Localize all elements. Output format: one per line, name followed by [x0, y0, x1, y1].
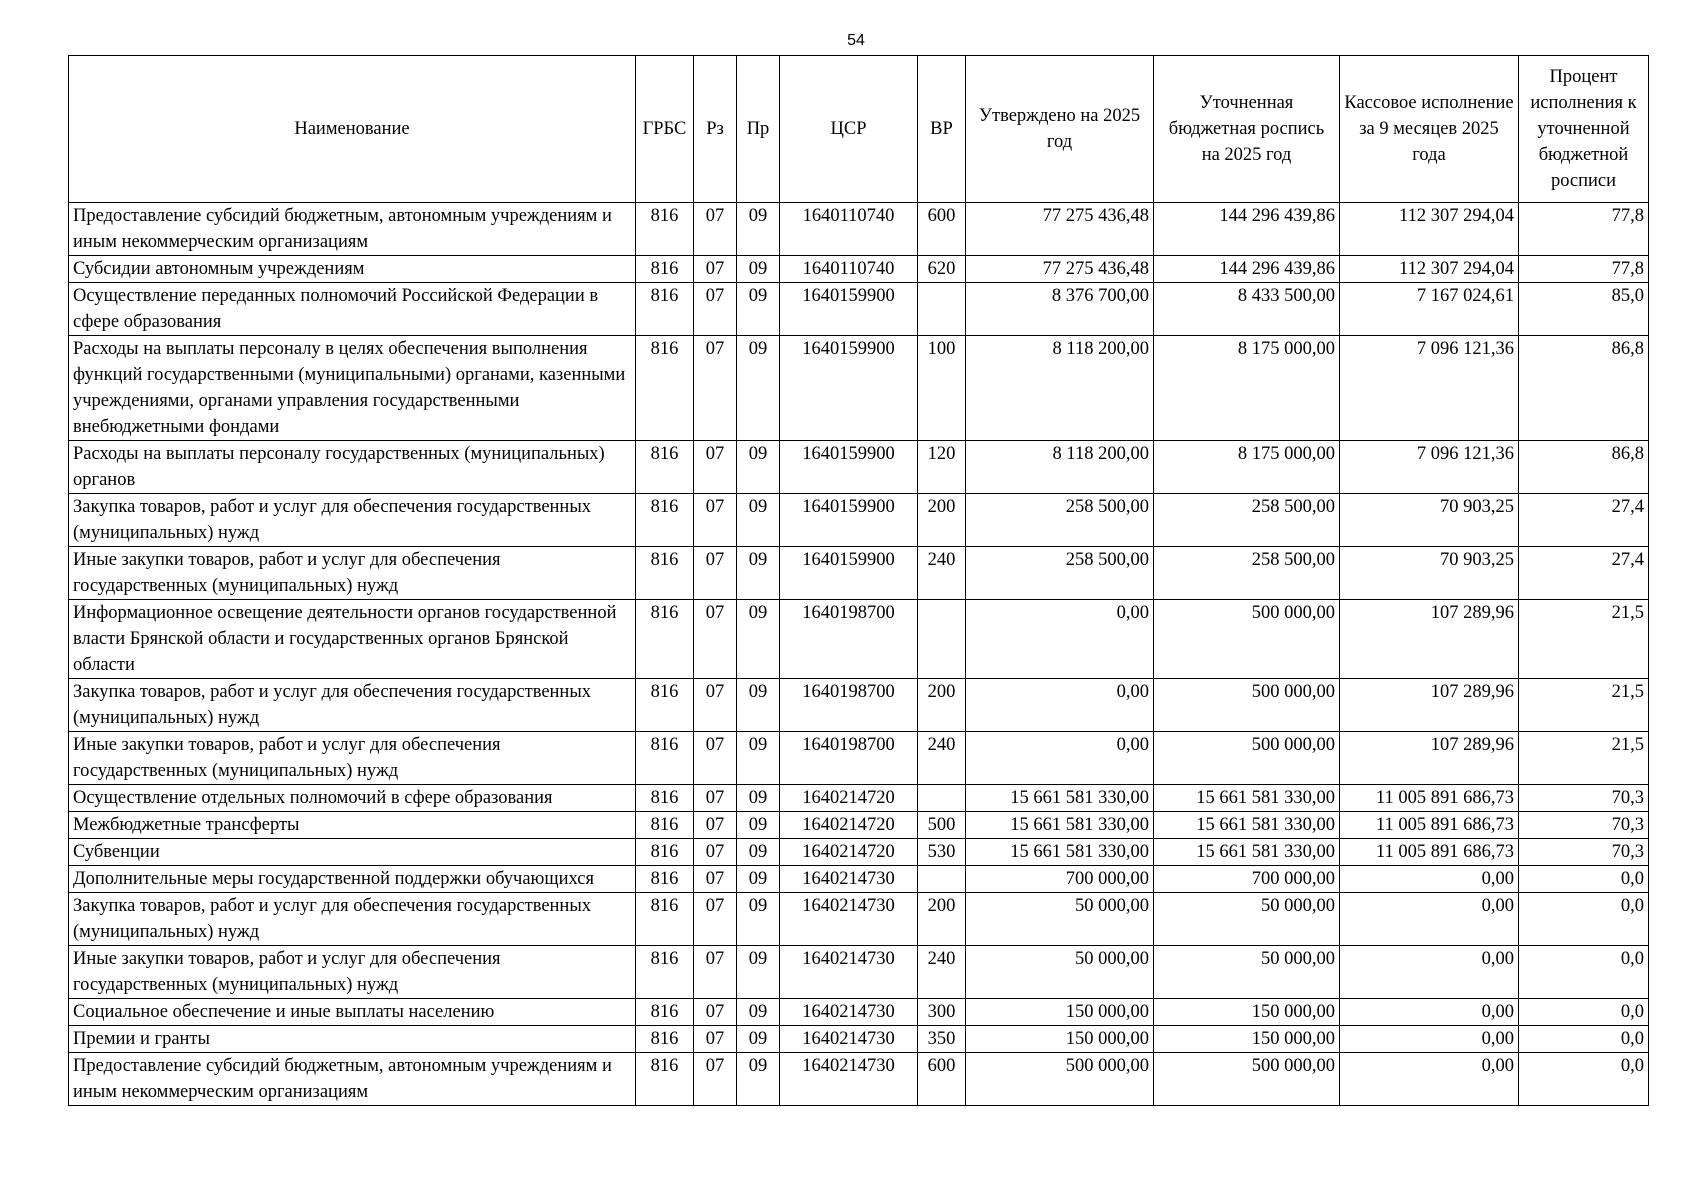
cell-cash: 107 289,96: [1340, 600, 1519, 679]
cell-name: Субвенции: [69, 839, 636, 866]
cell-percent: 0,0: [1519, 1026, 1649, 1053]
table-row: [69, 732, 1649, 785]
cell-cash: 0,00: [1340, 1053, 1519, 1106]
cell-percent: 77,8: [1519, 203, 1649, 256]
cell-csr: 1640110740: [780, 256, 918, 283]
cell-name: Расходы на выплаты персоналу государственных (муниципальных) органов: [69, 441, 636, 494]
cell-name: Социальное обеспечение и иные выплаты населению: [69, 999, 636, 1026]
cell-rz: 07: [694, 203, 737, 256]
header-vr: ВР: [918, 56, 966, 203]
cell-grbs: 816: [636, 1026, 694, 1053]
cell-approved: 15 661 581 330,00: [966, 812, 1154, 839]
cell-percent: 85,0: [1519, 283, 1649, 336]
cell-percent: 21,5: [1519, 679, 1649, 732]
cell-rz: 07: [694, 866, 737, 893]
cell-percent: 27,4: [1519, 494, 1649, 547]
table-row: [69, 547, 1649, 600]
cell-refined: 150 000,00: [1154, 1026, 1340, 1053]
cell-csr: 1640214730: [780, 946, 918, 999]
cell-rz: 07: [694, 785, 737, 812]
cell-cash: 70 903,25: [1340, 547, 1519, 600]
cell-vr: 600: [918, 1053, 966, 1106]
cell-cash: 11 005 891 686,73: [1340, 785, 1519, 812]
cell-cash: 7 096 121,36: [1340, 336, 1519, 441]
cell-vr: 600: [918, 203, 966, 256]
cell-rz: 07: [694, 494, 737, 547]
cell-csr: 1640214730: [780, 866, 918, 893]
cell-percent: 21,5: [1519, 600, 1649, 679]
cell-grbs: 816: [636, 732, 694, 785]
cell-cash: 0,00: [1340, 946, 1519, 999]
cell-refined: 8 175 000,00: [1154, 441, 1340, 494]
cell-cash: 11 005 891 686,73: [1340, 839, 1519, 866]
cell-name: Закупка товаров, работ и услуг для обеспечения государственных (муниципальных) нужд: [69, 893, 636, 946]
cell-vr: [918, 600, 966, 679]
header-name: Наименование: [69, 56, 636, 203]
cell-csr: 1640110740: [780, 203, 918, 256]
cell-vr: 350: [918, 1026, 966, 1053]
cell-approved: 50 000,00: [966, 946, 1154, 999]
cell-grbs: 816: [636, 812, 694, 839]
cell-pr: 09: [737, 839, 780, 866]
header-grbs: ГРБС: [636, 56, 694, 203]
cell-csr: 1640214720: [780, 839, 918, 866]
header-csr: ЦСР: [780, 56, 918, 203]
cell-name: Расходы на выплаты персоналу в целях обеспечения выполнения функций государственными (муниципальными) органами, казенными учреждениями, органами управления государственными внебюджетными фондами: [69, 336, 636, 441]
cell-grbs: 816: [636, 893, 694, 946]
cell-rz: 07: [694, 256, 737, 283]
cell-grbs: 816: [636, 679, 694, 732]
cell-grbs: 816: [636, 256, 694, 283]
table-row: [69, 946, 1649, 999]
header-rz: Рз: [694, 56, 737, 203]
header-percent: Процент исполнения к уточненной бюджетной росписи: [1519, 56, 1649, 203]
table-row: [69, 893, 1649, 946]
cell-approved: 0,00: [966, 732, 1154, 785]
cell-vr: 300: [918, 999, 966, 1026]
cell-pr: 09: [737, 547, 780, 600]
cell-cash: 0,00: [1340, 866, 1519, 893]
cell-csr: 1640159900: [780, 336, 918, 441]
cell-percent: 0,0: [1519, 866, 1649, 893]
cell-csr: 1640198700: [780, 679, 918, 732]
cell-vr: 240: [918, 547, 966, 600]
cell-vr: [918, 283, 966, 336]
cell-percent: 70,3: [1519, 812, 1649, 839]
cell-grbs: 816: [636, 441, 694, 494]
cell-refined: 50 000,00: [1154, 893, 1340, 946]
budget-execution-table: [68, 55, 1649, 1106]
cell-name: Осуществление отдельных полномочий в сфере образования: [69, 785, 636, 812]
cell-grbs: 816: [636, 203, 694, 256]
cell-grbs: 816: [636, 283, 694, 336]
cell-approved: 50 000,00: [966, 893, 1154, 946]
cell-vr: 240: [918, 946, 966, 999]
cell-approved: 77 275 436,48: [966, 256, 1154, 283]
cell-refined: 8 433 500,00: [1154, 283, 1340, 336]
cell-percent: 86,8: [1519, 441, 1649, 494]
cell-approved: 150 000,00: [966, 999, 1154, 1026]
cell-name: Субсидии автономным учреждениям: [69, 256, 636, 283]
cell-refined: 15 661 581 330,00: [1154, 785, 1340, 812]
cell-rz: 07: [694, 679, 737, 732]
cell-vr: 200: [918, 494, 966, 547]
cell-approved: 8 118 200,00: [966, 336, 1154, 441]
cell-rz: 07: [694, 600, 737, 679]
cell-approved: 258 500,00: [966, 547, 1154, 600]
cell-pr: 09: [737, 946, 780, 999]
cell-refined: 500 000,00: [1154, 1053, 1340, 1106]
cell-csr: 1640214720: [780, 785, 918, 812]
cell-percent: 0,0: [1519, 1053, 1649, 1106]
cell-rz: 07: [694, 999, 737, 1026]
header-refined: Уточненная бюджетная роспись на 2025 год: [1154, 56, 1340, 203]
table-row: [69, 785, 1649, 812]
cell-csr: 1640159900: [780, 494, 918, 547]
cell-refined: 258 500,00: [1154, 547, 1340, 600]
cell-rz: 07: [694, 336, 737, 441]
cell-name: Закупка товаров, работ и услуг для обеспечения государственных (муниципальных) нужд: [69, 494, 636, 547]
cell-pr: 09: [737, 256, 780, 283]
cell-vr: 240: [918, 732, 966, 785]
cell-percent: 86,8: [1519, 336, 1649, 441]
cell-name: Премии и гранты: [69, 1026, 636, 1053]
table-row: [69, 866, 1649, 893]
cell-rz: 07: [694, 1053, 737, 1106]
table-row: [69, 839, 1649, 866]
cell-vr: 200: [918, 679, 966, 732]
cell-refined: 15 661 581 330,00: [1154, 812, 1340, 839]
cell-name: Информационное освещение деятельности органов государственной власти Брянской области и государственных органов Брянской области: [69, 600, 636, 679]
cell-rz: 07: [694, 946, 737, 999]
cell-pr: 09: [737, 441, 780, 494]
cell-pr: 09: [737, 1026, 780, 1053]
table-row: [69, 600, 1649, 679]
table-row: [69, 283, 1649, 336]
cell-pr: 09: [737, 785, 780, 812]
cell-vr: [918, 785, 966, 812]
cell-grbs: 816: [636, 494, 694, 547]
cell-grbs: 816: [636, 600, 694, 679]
cell-grbs: 816: [636, 547, 694, 600]
cell-cash: 7 167 024,61: [1340, 283, 1519, 336]
cell-grbs: 816: [636, 839, 694, 866]
cell-pr: 09: [737, 812, 780, 839]
cell-cash: 107 289,96: [1340, 679, 1519, 732]
cell-rz: 07: [694, 441, 737, 494]
table-row: [69, 1026, 1649, 1053]
cell-csr: 1640214730: [780, 1026, 918, 1053]
cell-csr: 1640214730: [780, 1053, 918, 1106]
cell-cash: 112 307 294,04: [1340, 203, 1519, 256]
cell-percent: 0,0: [1519, 999, 1649, 1026]
cell-refined: 700 000,00: [1154, 866, 1340, 893]
table-row: [69, 256, 1649, 283]
cell-pr: 09: [737, 336, 780, 441]
cell-cash: 11 005 891 686,73: [1340, 812, 1519, 839]
cell-percent: 77,8: [1519, 256, 1649, 283]
cell-vr: 100: [918, 336, 966, 441]
cell-rz: 07: [694, 812, 737, 839]
cell-cash: 70 903,25: [1340, 494, 1519, 547]
page-number: 54: [847, 32, 865, 49]
table-row: [69, 1053, 1649, 1106]
cell-pr: 09: [737, 1053, 780, 1106]
cell-cash: 107 289,96: [1340, 732, 1519, 785]
cell-pr: 09: [737, 283, 780, 336]
cell-vr: 530: [918, 839, 966, 866]
cell-rz: 07: [694, 547, 737, 600]
cell-name: Иные закупки товаров, работ и услуг для обеспечения государственных (муниципальных) нужд: [69, 547, 636, 600]
cell-grbs: 816: [636, 999, 694, 1026]
header-pr: Пр: [737, 56, 780, 203]
cell-approved: 77 275 436,48: [966, 203, 1154, 256]
cell-csr: 1640214720: [780, 812, 918, 839]
cell-refined: 500 000,00: [1154, 679, 1340, 732]
cell-csr: 1640198700: [780, 600, 918, 679]
cell-cash: 112 307 294,04: [1340, 256, 1519, 283]
cell-vr: [918, 866, 966, 893]
cell-vr: 620: [918, 256, 966, 283]
cell-pr: 09: [737, 866, 780, 893]
cell-refined: 144 296 439,86: [1154, 256, 1340, 283]
cell-rz: 07: [694, 732, 737, 785]
cell-approved: 15 661 581 330,00: [966, 785, 1154, 812]
cell-grbs: 816: [636, 946, 694, 999]
cell-csr: 1640159900: [780, 283, 918, 336]
cell-grbs: 816: [636, 1053, 694, 1106]
cell-pr: 09: [737, 203, 780, 256]
cell-approved: 15 661 581 330,00: [966, 839, 1154, 866]
cell-pr: 09: [737, 732, 780, 785]
cell-approved: 0,00: [966, 679, 1154, 732]
cell-vr: 500: [918, 812, 966, 839]
header-approved: Утверждено на 2025 год: [966, 56, 1154, 203]
cell-csr: 1640198700: [780, 732, 918, 785]
cell-name: Иные закупки товаров, работ и услуг для обеспечения государственных (муниципальных) нужд: [69, 732, 636, 785]
cell-vr: 120: [918, 441, 966, 494]
cell-csr: 1640159900: [780, 441, 918, 494]
table-row: [69, 441, 1649, 494]
cell-percent: 21,5: [1519, 732, 1649, 785]
cell-csr: 1640214730: [780, 893, 918, 946]
table-row: [69, 494, 1649, 547]
cell-csr: 1640214730: [780, 999, 918, 1026]
cell-refined: 144 296 439,86: [1154, 203, 1340, 256]
cell-grbs: 816: [636, 785, 694, 812]
cell-refined: 15 661 581 330,00: [1154, 839, 1340, 866]
cell-csr: 1640159900: [780, 547, 918, 600]
cell-pr: 09: [737, 999, 780, 1026]
cell-name: Дополнительные меры государственной поддержки обучающихся: [69, 866, 636, 893]
cell-approved: 8 376 700,00: [966, 283, 1154, 336]
cell-cash: 0,00: [1340, 893, 1519, 946]
cell-approved: 150 000,00: [966, 1026, 1154, 1053]
cell-cash: 0,00: [1340, 999, 1519, 1026]
cell-pr: 09: [737, 600, 780, 679]
cell-refined: 258 500,00: [1154, 494, 1340, 547]
cell-rz: 07: [694, 893, 737, 946]
table-row: [69, 999, 1649, 1026]
table-row: [69, 679, 1649, 732]
cell-percent: 70,3: [1519, 839, 1649, 866]
cell-rz: 07: [694, 839, 737, 866]
cell-percent: 0,0: [1519, 893, 1649, 946]
cell-refined: 50 000,00: [1154, 946, 1340, 999]
table-row: [69, 812, 1649, 839]
cell-pr: 09: [737, 893, 780, 946]
cell-refined: 8 175 000,00: [1154, 336, 1340, 441]
cell-approved: 8 118 200,00: [966, 441, 1154, 494]
cell-refined: 500 000,00: [1154, 600, 1340, 679]
table-row: [69, 203, 1649, 256]
cell-approved: 500 000,00: [966, 1053, 1154, 1106]
cell-percent: 0,0: [1519, 946, 1649, 999]
cell-pr: 09: [737, 679, 780, 732]
cell-name: Межбюджетные трансферты: [69, 812, 636, 839]
cell-approved: 700 000,00: [966, 866, 1154, 893]
table-row: [69, 336, 1649, 441]
cell-name: Предоставление субсидий бюджетным, автономным учреждениям и иным некоммерческим организациям: [69, 203, 636, 256]
cell-approved: 0,00: [966, 600, 1154, 679]
header-cash: Кассовое исполнение за 9 месяцев 2025 года: [1340, 56, 1519, 203]
cell-approved: 258 500,00: [966, 494, 1154, 547]
cell-grbs: 816: [636, 336, 694, 441]
cell-percent: 27,4: [1519, 547, 1649, 600]
cell-rz: 07: [694, 283, 737, 336]
cell-refined: 500 000,00: [1154, 732, 1340, 785]
cell-cash: 7 096 121,36: [1340, 441, 1519, 494]
cell-rz: 07: [694, 1026, 737, 1053]
cell-cash: 0,00: [1340, 1026, 1519, 1053]
cell-refined: 150 000,00: [1154, 999, 1340, 1026]
cell-name: Закупка товаров, работ и услуг для обеспечения государственных (муниципальных) нужд: [69, 679, 636, 732]
table-header-row: [69, 56, 1649, 203]
cell-vr: 200: [918, 893, 966, 946]
table-body: [69, 203, 1649, 1106]
cell-percent: 70,3: [1519, 785, 1649, 812]
cell-pr: 09: [737, 494, 780, 547]
cell-name: Иные закупки товаров, работ и услуг для обеспечения государственных (муниципальных) нужд: [69, 946, 636, 999]
cell-grbs: 816: [636, 866, 694, 893]
cell-name: Предоставление субсидий бюджетным, автономным учреждениям и иным некоммерческим организациям: [69, 1053, 636, 1106]
cell-name: Осуществление переданных полномочий Российской Федерации в сфере образования: [69, 283, 636, 336]
